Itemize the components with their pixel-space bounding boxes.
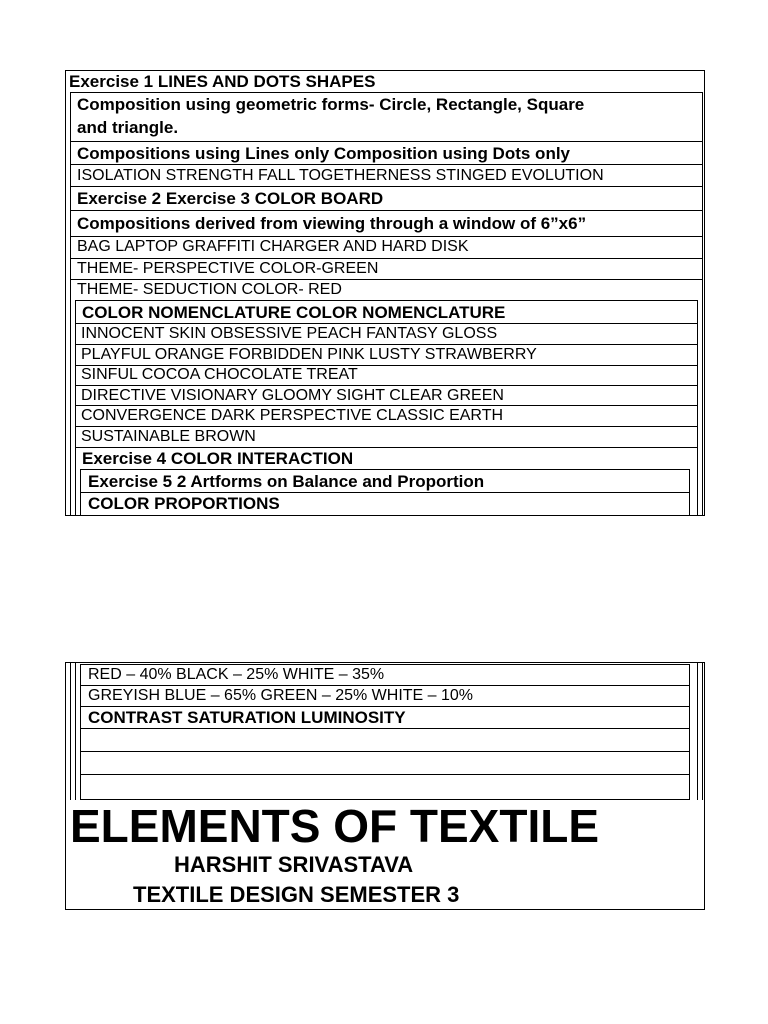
row-divider: [75, 344, 698, 345]
proportion-row: GREYISH BLUE – 65% GREEN – 25% WHITE – 10%: [88, 687, 474, 704]
nomenclature-row: SINFUL COCOA CHOCOLATE TREAT: [81, 366, 358, 383]
theme-seduction: THEME- SEDUCTION COLOR- RED: [77, 281, 342, 298]
row-divider: [80, 751, 690, 752]
row-divider: [75, 385, 698, 386]
nomenclature-row: DIRECTIVE VISIONARY GLOOMY SIGHT CLEAR GREEN: [81, 387, 504, 404]
row-divider: [75, 405, 698, 406]
theme-perspective: THEME- PERSPECTIVE COLOR-GREEN: [77, 260, 379, 277]
geometric-composition-line2: and triangle.: [77, 118, 179, 137]
exercise5-title: Exercise 5 2 Artforms on Balance and Proportion: [88, 472, 485, 491]
row-divider: [70, 236, 703, 237]
window-compositions: Compositions derived from viewing through a window of 6”x6”: [77, 214, 587, 233]
row-divider: [70, 210, 703, 211]
color-proportions-label: COLOR PROPORTIONS: [88, 494, 280, 513]
objects-row: BAG LAPTOP GRAFFITI CHARGER AND HARD DISK: [77, 238, 469, 255]
row-divider: [80, 492, 690, 493]
row-divider: [80, 728, 690, 729]
row-divider: [75, 323, 698, 324]
course-name: TEXTILE DESIGN SEMESTER 3: [133, 882, 460, 907]
proportion-row: RED – 40% BLACK – 25% WHITE – 35%: [88, 666, 385, 683]
nomenclature-row: INNOCENT SKIN OBSESSIVE PEACH FANTASY GLOSS: [81, 325, 498, 342]
themes-row: ISOLATION STRENGTH FALL TOGETHERNESS STINGED EVOLUTION: [77, 167, 604, 184]
row-divider: [80, 774, 690, 775]
exercise2-3-title: Exercise 2 Exercise 3 COLOR BOARD: [77, 189, 384, 208]
lines-dots-compositions: Compositions using Lines only Composition using Dots only: [77, 144, 570, 163]
row-divider: [70, 258, 703, 259]
row-divider: [70, 279, 703, 280]
exercise1-title: Exercise 1 LINES AND DOTS SHAPES: [69, 72, 376, 91]
row-divider: [70, 141, 703, 142]
nomenclature-header: COLOR NOMENCLATURE COLOR NOMENCLATURE: [82, 303, 506, 322]
nomenclature-row: PLAYFUL ORANGE FORBIDDEN PINK LUSTY STRAWBERRY: [81, 346, 537, 363]
row-divider: [75, 426, 698, 427]
nomenclature-row: SUSTAINABLE BROWN: [81, 428, 256, 445]
row-divider: [70, 186, 703, 187]
row-divider: [75, 447, 698, 448]
row-divider: [80, 685, 690, 686]
contrast-row: CONTRAST SATURATION LUMINOSITY: [88, 708, 406, 727]
author-name: HARSHIT SRIVASTAVA: [174, 852, 414, 877]
main-title: ELEMENTS OF TEXTILE: [70, 800, 600, 852]
nomenclature-row: CONVERGENCE DARK PERSPECTIVE CLASSIC EARTH: [81, 407, 504, 424]
exercise4-title: Exercise 4 COLOR INTERACTION: [82, 449, 354, 468]
row-divider: [70, 164, 703, 165]
row-divider: [80, 706, 690, 707]
geometric-composition-line1: Composition using geometric forms- Circle, Rectangle, Square: [77, 95, 585, 114]
